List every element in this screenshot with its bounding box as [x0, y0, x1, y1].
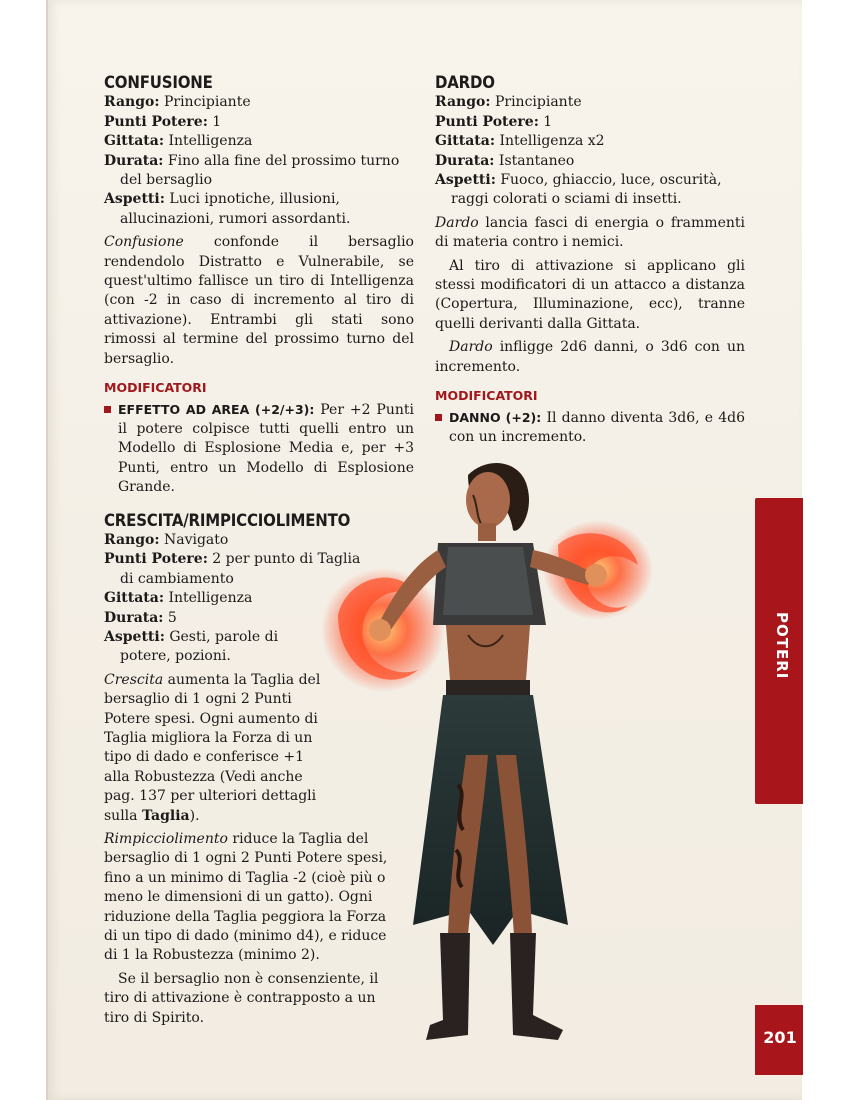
stat-label: Rango: [435, 94, 491, 111]
description-text: confonde il bersaglio rendendolo Distratto e Vulnerabile, se quest'ultimo fallisce un tiro di Intelligenza (con -2 in caso di incremento al tiro di attivazione). Entrambi gli stati sono rimossi al termine del prossimo turno del bersaglio. [104, 234, 414, 367]
power-name-italic: Dardo [435, 214, 479, 231]
stat-value: Principiante [159, 94, 251, 111]
stat-durata [104, 152, 414, 191]
sorceress-illustration [318, 455, 658, 1055]
power-title: CONFUSIONE [104, 72, 213, 93]
stat-label: Aspetti: [104, 628, 165, 645]
stat-value: Principiante [490, 94, 582, 111]
description-text: infligge 2d6 danni, o 3d6 con un incremento. [435, 339, 745, 375]
description-bold: Taglia [141, 807, 190, 824]
description [104, 233, 414, 369]
description-text: lancia fasci di energia o frammenti di materia contro i nemici. [435, 214, 745, 251]
description-text-end: ). [189, 807, 200, 824]
stat-durata [435, 152, 745, 171]
stat-value: 5 [163, 609, 177, 626]
stat-label: Durata: [435, 152, 495, 169]
page-binding-edge [46, 0, 48, 1100]
description: Al tiro di attivazione si applicano gli stessi modificatori di un attacco a distanza (Copertura, Illuminazione, ecc), tranne quelli derivanti dalla Gittata. [435, 257, 745, 332]
bullet-square-icon [435, 414, 442, 421]
power-dardo [435, 72, 745, 447]
stat-aspetti [435, 171, 745, 210]
stat-value: Luci ipnotiche, illusioni, allucinazioni, rumori assordanti. [120, 191, 351, 227]
stat-label: Punti Potere: [104, 113, 208, 130]
stat-aspetti [104, 190, 414, 229]
stat-label: Durata: [104, 609, 164, 626]
power-title: CRESCITA/RIMPICCIOLIMENTO [104, 509, 351, 531]
stat-label: Rango: [104, 94, 160, 111]
stat-gittata [104, 132, 414, 151]
stat-label: Gittata: [435, 133, 495, 150]
modifier-label: EFFETTO AD AREA (+2/+3): [118, 401, 315, 417]
stat-label: Aspetti: [104, 191, 165, 208]
stat-value: Fuoco, ghiaccio, luce, oscurità, raggi colorati o sciami di insetti. [451, 172, 722, 208]
page-number: 201 [763, 1028, 797, 1047]
stat-label: Gittata: [104, 133, 164, 150]
stat-value: Intelligenza [164, 590, 253, 607]
modifier-text: Il danno diventa 3d6, e 4d6 con un incremento. [449, 409, 746, 445]
modifier-label: DANNO (+2): [449, 409, 542, 425]
modifier-text: Per +2 Punti il potere colpisce tutti quelli entro un Modello di Esplosione Media e, per +3 Punti, entro un Modello di Esplosione Grande. [118, 401, 414, 496]
stat-value: Istantaneo [494, 152, 575, 169]
description [104, 671, 329, 826]
stat-label: Punti Potere: [435, 113, 539, 130]
power-name-italic: Crescita [104, 671, 164, 688]
stat-aspetti [104, 628, 300, 667]
bullet-square-icon [104, 406, 111, 413]
modifiers-heading: MODIFICATORI [435, 388, 538, 404]
stat-label: Aspetti: [435, 172, 496, 189]
power-title: DARDO [435, 72, 495, 93]
stat-rango [435, 93, 745, 112]
modifiers-heading: MODIFICATORI [104, 380, 207, 396]
power-name-italic: Dardo [449, 339, 493, 356]
stat-value: 1 [207, 113, 222, 130]
description-text: riduce la Taglia del bersaglio di 1 ogni 2 Punti Potere spesi, fino a un minimo di Taglia -2 (cioè più o meno le dimensioni di un gatto). Ogni riduzione della Taglia peggiora la Forza di un tipo di dado (minimo d4), e riduce di 1 la Robustezza (minimo 2). [104, 831, 388, 964]
modifier-item [435, 408, 745, 448]
stat-gittata [435, 132, 745, 151]
power-confusione [104, 72, 414, 498]
stat-value: 2 per punto di Taglia di cambiamento [120, 551, 361, 587]
section-tab-label: POTERI [773, 612, 791, 680]
power-name-italic: Confusione [104, 234, 184, 251]
right-column [435, 72, 745, 447]
stat-label: Gittata: [104, 590, 164, 607]
stat-punti-potere [104, 113, 414, 132]
stat-value: Intelligenza x2 [495, 133, 605, 150]
stat-value: Navigato [159, 531, 229, 548]
description: Se il bersaglio non è consenziente, il tiro di attivazione è contrapposto a un tiro di Spirito. [104, 970, 379, 1026]
stat-label: Durata: [104, 152, 164, 169]
stat-rango [104, 93, 414, 112]
stat-punti-potere [435, 113, 745, 132]
power-name-italic: Rimpicciolimento [104, 831, 228, 848]
description [435, 214, 745, 253]
stat-label: Punti Potere: [104, 551, 208, 568]
stat-value: Intelligenza [164, 133, 253, 150]
description-text: aumenta la Taglia del bersaglio di 1 ogni 2 Punti Potere spesi. Ogni aumento di Taglia migliora la Forza di un tipo di dado e conferisce +1 alla Robustezza (Vedi anche pag. 137 per ulteriori dettagli sulla [104, 671, 321, 824]
stat-value: Gesti, parole di potere, pozioni. [120, 628, 279, 665]
stat-value: Fino alla fine del prossimo turno del bersaglio [120, 152, 400, 189]
stat-value: 1 [538, 113, 553, 130]
stat-label: Rango: [104, 531, 160, 548]
description [435, 338, 745, 377]
